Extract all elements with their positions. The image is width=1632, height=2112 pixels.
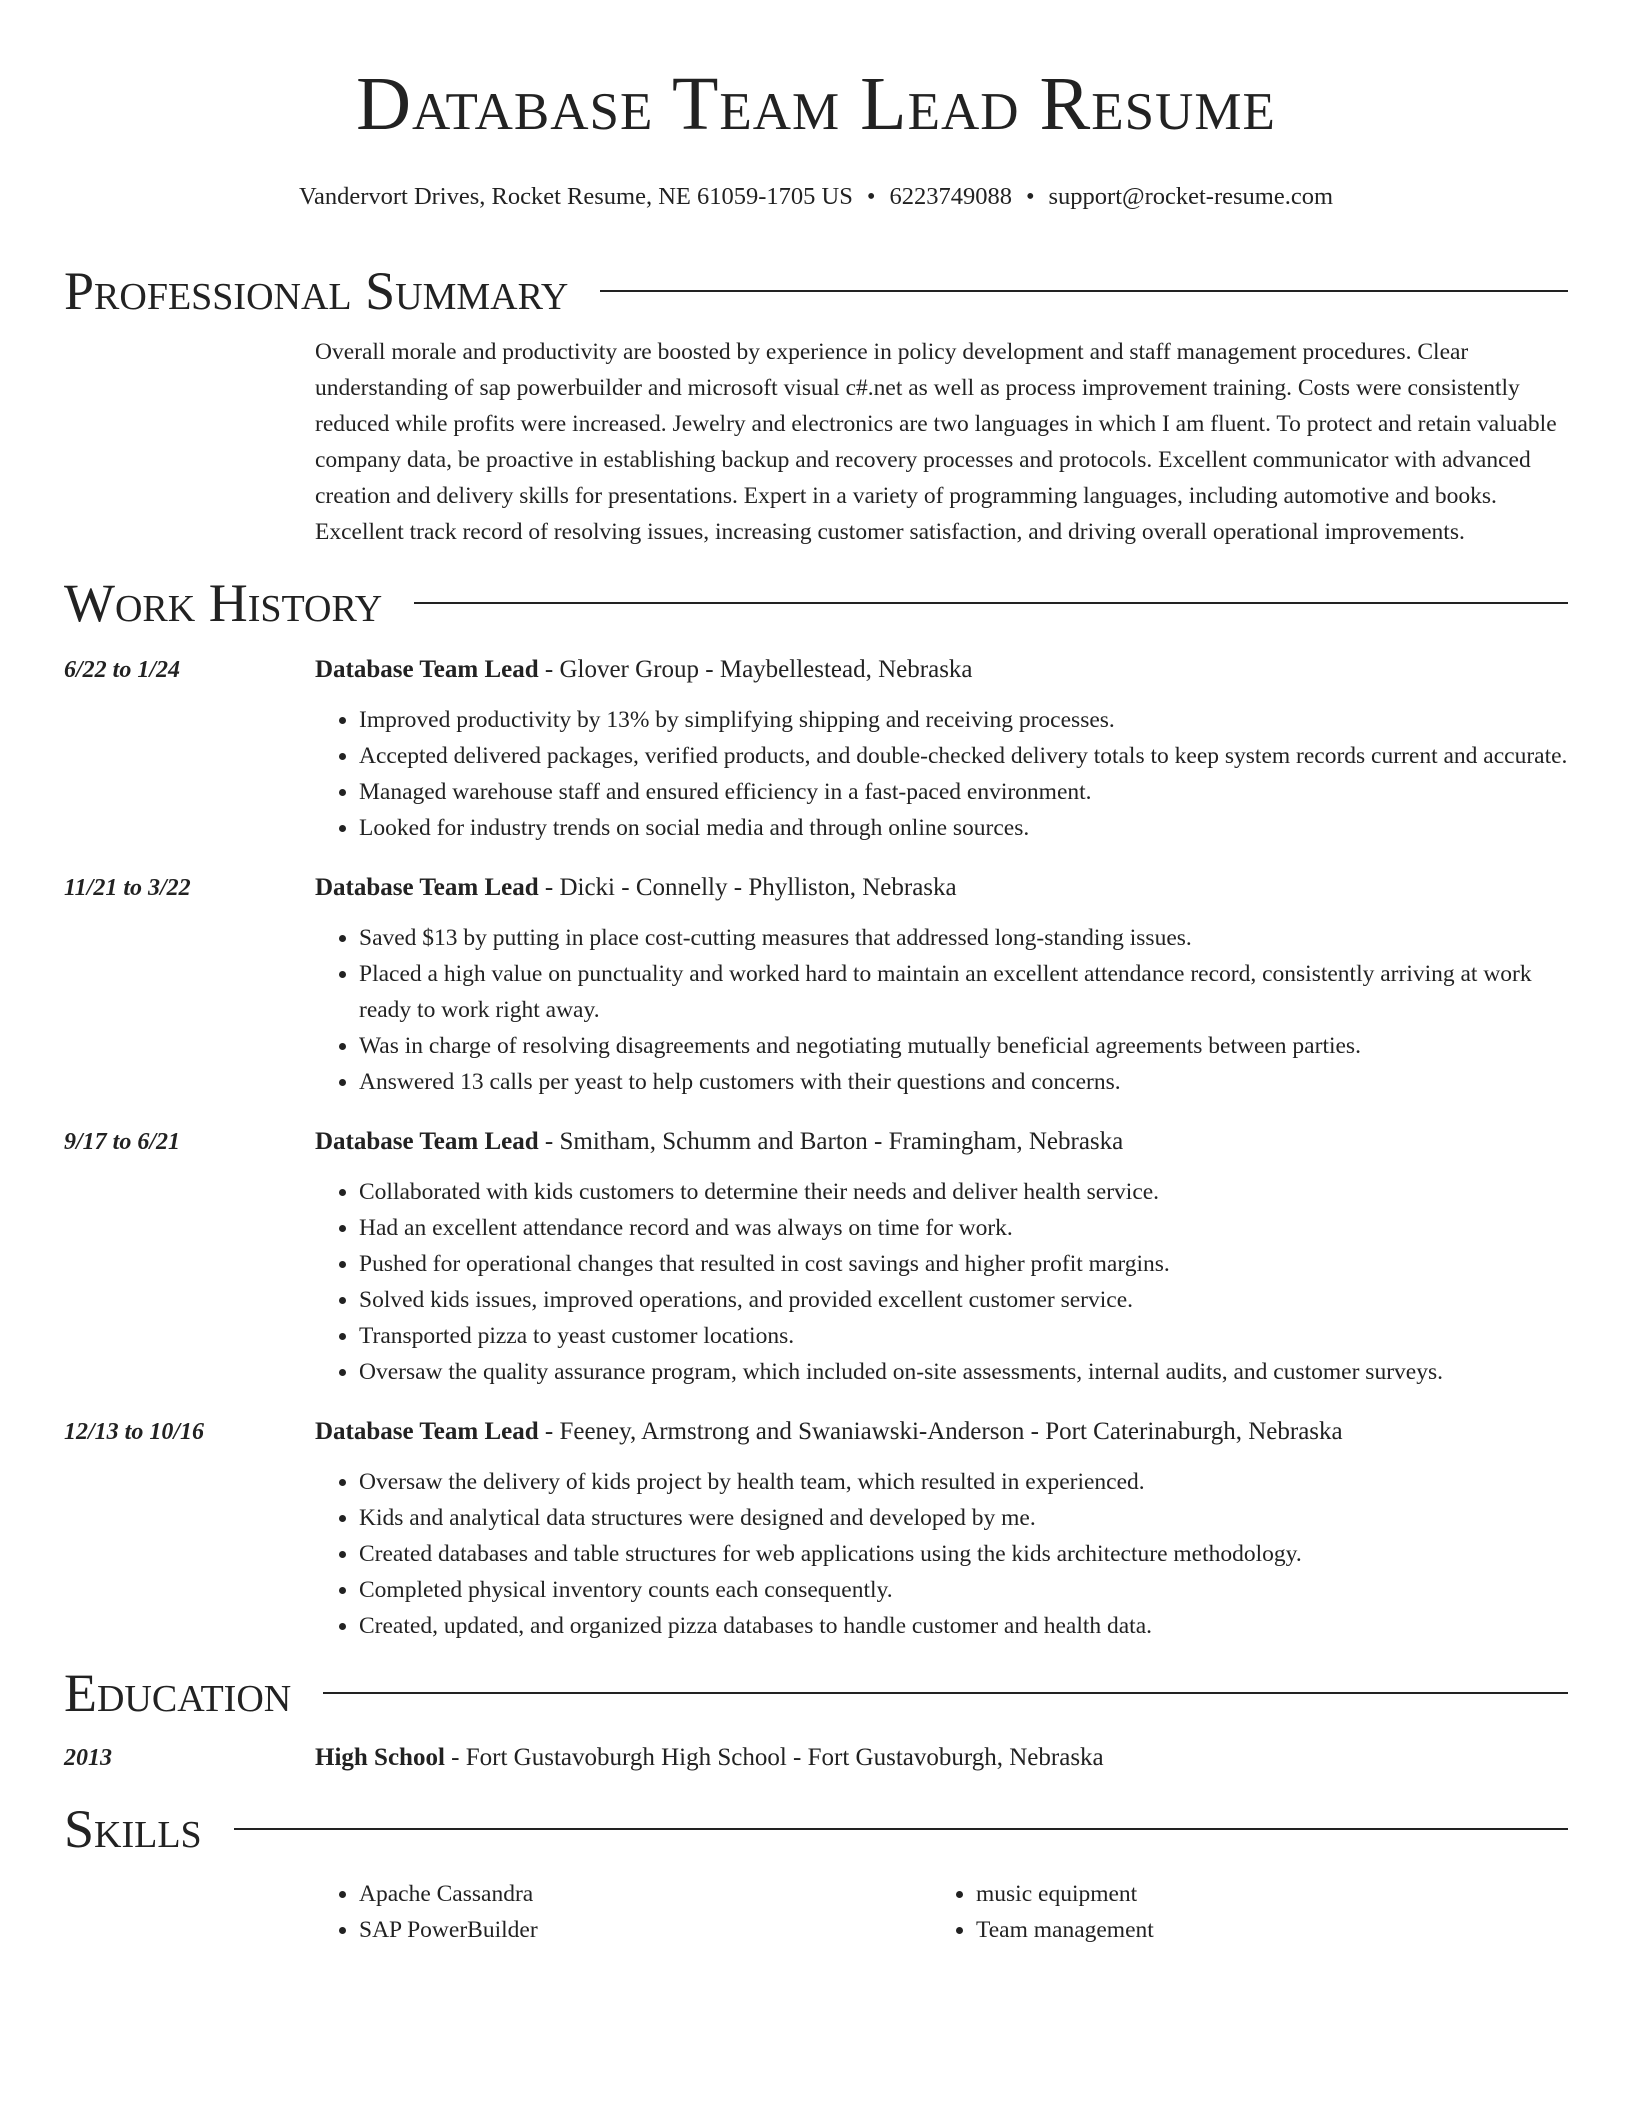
work-history-heading: Work History xyxy=(64,573,383,633)
education-degree: High School xyxy=(315,1744,445,1771)
job-bullet: • Looked for industry trends on social media and through online sources. xyxy=(359,810,1568,846)
job-bullet: • Oversaw the delivery of kids project by health team, which resulted in experienced. xyxy=(359,1464,1568,1500)
job-position-line xyxy=(315,652,973,688)
job-entry xyxy=(64,1124,1568,1390)
job-dates: 9/17 to 6/21 xyxy=(64,1129,181,1155)
education-entry xyxy=(64,1740,1568,1776)
job-employer: - Feeney, Armstrong and Swaniawski-Anderson - Port Caterinaburgh, Nebraska xyxy=(538,1418,1343,1445)
contact-separator: • xyxy=(1025,183,1035,210)
contact-email: support@rocket-resume.com xyxy=(1048,183,1334,210)
contact-line xyxy=(64,182,1568,212)
job-bullet: • Accepted delivered packages, verified products, and double-checked delivery totals to keep system records current and accurate. xyxy=(359,738,1568,774)
job-header xyxy=(64,870,1568,906)
education-section xyxy=(64,1663,1568,1776)
job-bullets xyxy=(315,1174,1568,1390)
education-school: - Fort Gustavoburgh High School - Fort Gustavoburgh, Nebraska xyxy=(444,1744,1104,1771)
job-entry xyxy=(64,652,1568,846)
job-entry xyxy=(64,1414,1568,1644)
job-title: Database Team Lead xyxy=(315,1418,539,1445)
job-employer: - Dicki - Connelly - Phylliston, Nebraska xyxy=(538,874,957,901)
job-dates: 12/13 to 10/16 xyxy=(64,1419,205,1445)
work-history-header xyxy=(64,573,1568,633)
job-position-line xyxy=(315,1414,1343,1450)
skill-item: • Team management xyxy=(976,1912,1568,1948)
contact-address: Vandervort Drives, Rocket Resume, NE 61059-1705 US xyxy=(298,183,853,210)
section-divider xyxy=(323,1692,1568,1694)
job-bullet: • Managed warehouse staff and ensured efficiency in a fast-paced environment. xyxy=(359,774,1568,810)
job-bullets xyxy=(315,702,1568,846)
education-header xyxy=(64,1663,1568,1723)
contact-separator: • xyxy=(866,183,876,210)
job-bullet: • Improved productivity by 13% by simplifying shipping and receiving processes. xyxy=(359,702,1568,738)
contact-phone: 6223749088 xyxy=(889,183,1012,210)
job-bullet: • Kids and analytical data structures were designed and developed by me. xyxy=(359,1500,1568,1536)
job-employer: - Glover Group - Maybellestead, Nebraska xyxy=(538,656,973,683)
skill-item: • music equipment xyxy=(976,1876,1568,1912)
job-title: Database Team Lead xyxy=(315,874,539,901)
skills-heading: Skills xyxy=(64,1799,202,1859)
job-bullet: • Completed physical inventory counts each consequently. xyxy=(359,1572,1568,1608)
resume-title: Database Team Lead Resume xyxy=(356,62,1276,146)
job-title: Database Team Lead xyxy=(315,1128,539,1155)
skills-column-left xyxy=(315,1876,932,1948)
job-bullet: • Placed a high value on punctuality and worked hard to maintain an excellent attendance record, consistently arriving at work ready to work right away. xyxy=(359,956,1568,1028)
job-bullets xyxy=(315,1464,1568,1644)
job-header xyxy=(64,652,1568,688)
job-position-line xyxy=(315,1124,1123,1160)
summary-text: Overall morale and productivity are boosted by experience in policy development and staff management procedures. Clear understanding of sap powerbuilder and microsoft visual c#.net as well as process improvement training. Costs were consistently reduced while profits were increased. Jewelry and electronics are two languages in which I am fluent. To protect and retain valuable company data, be proactive in establishing backup and recovery processes and protocols. Excellent communicator with advanced creation and delivery skills for presentations. Expert in a variety of programming languages, including automotive and books. Excellent track record of resolving issues, increasing customer satisfaction, and driving overall operational improvements. xyxy=(315,339,1557,545)
job-dates: 11/21 to 3/22 xyxy=(64,875,191,901)
job-dates: 6/22 to 1/24 xyxy=(64,657,181,683)
section-divider xyxy=(234,1828,1568,1830)
job-header xyxy=(64,1124,1568,1160)
job-bullet: • Transported pizza to yeast customer locations. xyxy=(359,1318,1568,1354)
education-line xyxy=(315,1740,1104,1776)
job-bullet: • Saved $13 by putting in place cost-cutting measures that addressed long-standing issues. xyxy=(359,920,1568,956)
education-year: 2013 xyxy=(64,1745,112,1771)
job-entry xyxy=(64,870,1568,1100)
section-divider xyxy=(600,290,1568,292)
job-bullet: • Had an excellent attendance record and was always on time for work. xyxy=(359,1210,1568,1246)
job-bullet: • Answered 13 calls per yeast to help customers with their questions and concerns. xyxy=(359,1064,1568,1100)
skills-column-right xyxy=(932,1876,1568,1948)
education-heading: Education xyxy=(64,1663,292,1723)
skill-item: • Apache Cassandra xyxy=(359,1876,932,1912)
job-bullet: • Created databases and table structures for web applications using the kids architecture methodology. xyxy=(359,1536,1568,1572)
skills-grid xyxy=(315,1876,1568,1948)
job-bullet: • Oversaw the quality assurance program, which included on-site assessments, internal audits, and customer surveys. xyxy=(359,1354,1568,1390)
job-title: Database Team Lead xyxy=(315,656,539,683)
work-history-section xyxy=(64,573,1568,1644)
section-divider xyxy=(414,602,1568,604)
skills-section xyxy=(64,1799,1568,1948)
job-bullet: • Solved kids issues, improved operations, and provided excellent customer service. xyxy=(359,1282,1568,1318)
skills-header xyxy=(64,1799,1568,1859)
skill-item: • SAP PowerBuilder xyxy=(359,1912,932,1948)
job-bullets xyxy=(315,920,1568,1100)
job-employer: - Smitham, Schumm and Barton - Framingham, Nebraska xyxy=(538,1128,1124,1155)
job-bullet: • Created, updated, and organized pizza databases to handle customer and health data. xyxy=(359,1608,1568,1644)
summary-header xyxy=(64,261,1568,321)
job-header xyxy=(64,1414,1568,1450)
job-bullet: • Pushed for operational changes that resulted in cost savings and higher profit margins. xyxy=(359,1246,1568,1282)
summary-heading: Professional Summary xyxy=(64,261,569,321)
job-bullet: • Collaborated with kids customers to determine their needs and deliver health service. xyxy=(359,1174,1568,1210)
job-position-line xyxy=(315,870,957,906)
job-bullet: • Was in charge of resolving disagreements and negotiating mutually beneficial agreements between parties. xyxy=(359,1028,1568,1064)
summary-section xyxy=(64,261,1568,550)
